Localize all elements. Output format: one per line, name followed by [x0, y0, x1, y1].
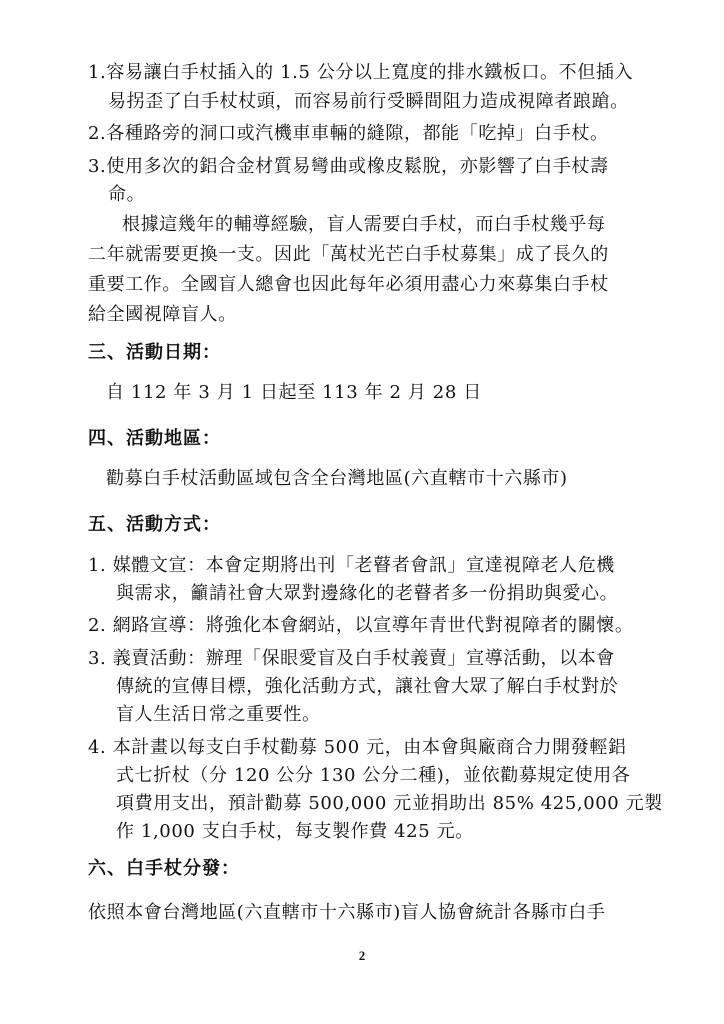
method-item-4-line-3: 項費用支出，預計勸募 500,000 元並捐助出 85% 425,000 元製	[116, 793, 663, 814]
section-heading-distribution: 六、白手杖分發：	[88, 858, 240, 879]
paragraph-line-4: 給全國視障盲人。	[88, 304, 237, 325]
activity-area: 勸募白手杖活動區域包含全台灣地區(六直轄市十六縣市)	[106, 468, 568, 489]
list-item-1-line-2: 易拐歪了白手杖杖頭，而容易前行受瞬間阻力造成視障者踉蹌。	[108, 91, 629, 112]
paragraph-line-3: 重要工作。全國盲人總會也因此每年必須用盡心力來募集白手杖	[88, 274, 609, 295]
method-item-3-line-3: 盲人生活日常之重要性。	[116, 704, 321, 725]
section-heading-area: 四、活動地區：	[88, 428, 221, 449]
section-heading-dates: 三、活動日期：	[88, 342, 221, 363]
method-item-4-line-4: 作 1,000 支白手杖，每支製作費 425 元。	[116, 821, 474, 842]
list-item-3-line-2: 命。	[108, 184, 146, 205]
paragraph-line-1: 根據這幾年的輔導經驗，盲人需要白手杖，而白手杖幾乎每	[122, 214, 606, 235]
method-item-2: 2. 網路宣導：將強化本會網站，以宣導年青世代對視障者的關懷。	[88, 615, 634, 636]
paragraph-line-2: 二年就需要更換一支。因此「萬杖光芒白手杖募集」成了長久的	[88, 244, 609, 265]
page-number: 2	[358, 948, 366, 963]
section-heading-methods: 五、活動方式：	[88, 514, 221, 535]
method-item-4-line-2: 式七折杖（分 120 公分 130 公分二種)，並依勸募規定使用各	[116, 765, 631, 786]
list-item-2: 2.各種路旁的洞口或汽機車車輛的縫隙，都能「吃掉」白手杖。	[88, 123, 609, 144]
list-item-3-line-1: 3.使用多次的鋁合金材質易彎曲或橡皮鬆脫，亦影響了白手杖壽	[88, 156, 609, 177]
method-item-1-line-2: 與需求，籲請社會大眾對邊緣化的老瞽者多一份捐助與愛心。	[116, 583, 619, 604]
list-item-1-line-1: 1.容易讓白手杖插入的 1.5 公分以上寬度的排水鐵板口。不但插入	[88, 62, 634, 83]
method-item-3-line-1: 3. 義賣活動：辦理「保眼愛盲及白手杖義賣」宣導活動，以本會	[88, 648, 615, 669]
method-item-4-line-1: 4. 本計畫以每支白手杖勸募 500 元，由本會與廠商合力開發輕鋁	[88, 737, 627, 758]
method-item-3-line-2: 傳統的宣傳目標，強化活動方式，讓社會大眾了解白手杖對於	[116, 676, 619, 697]
activity-dates: 自 112 年 3 月 1 日起至 113 年 2 月 28 日	[106, 382, 482, 403]
distribution-line-1: 依照本會台灣地區(六直轄市十六縣市)盲人協會統計各縣市白手	[88, 902, 606, 923]
method-item-1-line-1: 1. 媒體文宣：本會定期將出刊「老瞽者會訊」宣達視障老人危機	[88, 555, 615, 576]
